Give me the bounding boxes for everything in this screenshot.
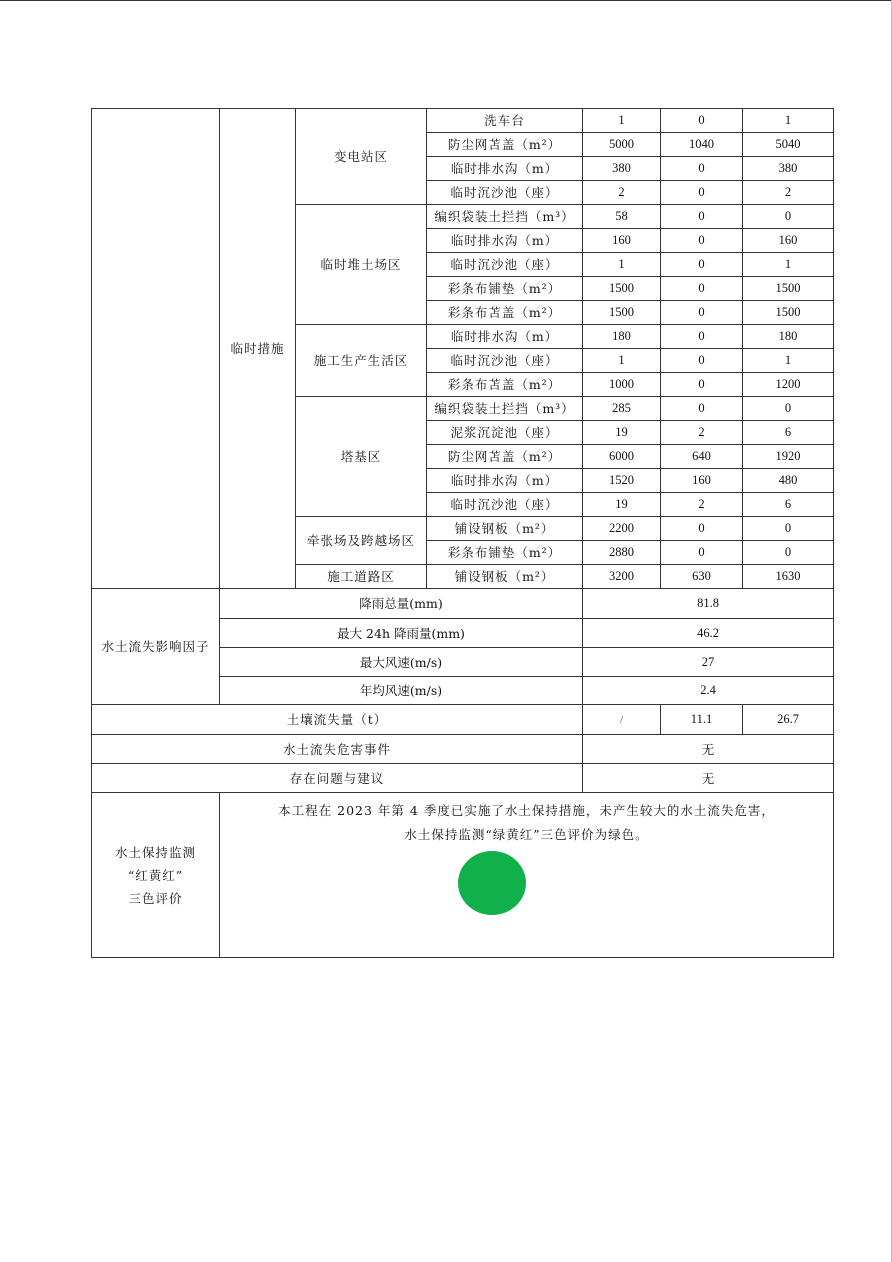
measure-value-v3: 480 (743, 469, 834, 493)
measure-value-v1: 6000 (583, 445, 661, 469)
measure-item: 临时排水沟（m） (427, 469, 583, 493)
measure-value-v1: 285 (583, 397, 661, 421)
measure-value-v2: 0 (661, 541, 743, 565)
measure-item: 彩条布苫盖（m²） (427, 373, 583, 397)
measure-item: 防尘网苫盖（m²） (427, 445, 583, 469)
factor-name: 降雨总量(mm) (220, 589, 583, 619)
measure-item: 泥浆沉淀池（座） (427, 421, 583, 445)
evaluation-content (220, 793, 834, 958)
measure-value-v2: 630 (661, 565, 743, 589)
factor-value: 27 (583, 648, 834, 677)
measure-value-v2: 1040 (661, 133, 743, 157)
factor-value: 81.8 (583, 589, 834, 619)
measure-value-v3: 0 (743, 541, 834, 565)
measure-value-v3: 1 (743, 109, 834, 133)
factors-section (92, 589, 834, 958)
soil-loss-label: 土壤流失量（t） (92, 705, 583, 735)
measure-value-v1: 19 (583, 493, 661, 517)
evaluation-text-line1: 本工程在 2023 年第 4 季度已实施了水土保持措施，未产生较大的水土流失危害， (278, 803, 775, 818)
measure-item: 临时排水沟（m） (427, 325, 583, 349)
measure-item: 洗车台 (427, 109, 583, 133)
measure-value-v3: 0 (743, 397, 834, 421)
section-label: 临时措施 (220, 109, 296, 589)
hazard-label: 水土流失危害事件 (92, 735, 583, 764)
measure-item: 编织袋装土拦挡（m³） (427, 205, 583, 229)
measure-item: 临时沉沙池（座） (427, 493, 583, 517)
measure-value-v2: 0 (661, 397, 743, 421)
factor-name: 最大 24h 降雨量(mm) (220, 619, 583, 648)
measure-value-v2: 0 (661, 277, 743, 301)
measure-item: 临时沉沙池（座） (427, 253, 583, 277)
measure-value-v2: 0 (661, 253, 743, 277)
measure-value-v3: 1920 (743, 445, 834, 469)
measure-item: 防尘网苫盖（m²） (427, 133, 583, 157)
measure-value-v1: 5000 (583, 133, 661, 157)
measure-value-v2: 0 (661, 349, 743, 373)
measure-item: 临时沉沙池（座） (427, 349, 583, 373)
measure-value-v3: 1 (743, 253, 834, 277)
evaluation-text-line2: 水土保持监测“绿黄红”三色评价为绿色。 (404, 827, 649, 842)
measure-value-v3: 6 (743, 421, 834, 445)
measure-value-v3: 0 (743, 205, 834, 229)
monitoring-table (91, 108, 834, 958)
measure-item: 临时沉沙池（座） (427, 181, 583, 205)
measure-value-v3: 2 (743, 181, 834, 205)
measure-value-v2: 2 (661, 421, 743, 445)
measure-value-v1: 19 (583, 421, 661, 445)
measure-value-v1: 1000 (583, 373, 661, 397)
factor-name: 最大风速(m/s) (220, 648, 583, 677)
measure-item: 编织袋装土拦挡（m³） (427, 397, 583, 421)
measure-value-v2: 0 (661, 181, 743, 205)
measure-value-v2: 0 (661, 157, 743, 181)
measure-value-v3: 180 (743, 325, 834, 349)
measure-value-v1: 2880 (583, 541, 661, 565)
measure-value-v3: 380 (743, 157, 834, 181)
evaluation-label-line1: 水土保持监测 (114, 844, 196, 860)
measure-value-v2: 0 (661, 325, 743, 349)
measure-value-v1: 160 (583, 229, 661, 253)
measures-section (92, 109, 834, 589)
measure-value-v2: 0 (661, 301, 743, 325)
measure-item: 临时排水沟（m） (427, 157, 583, 181)
measure-value-v2: 0 (661, 205, 743, 229)
measure-value-v3: 1 (743, 349, 834, 373)
measure-value-v1: 1 (583, 253, 661, 277)
measure-value-v1: 3200 (583, 565, 661, 589)
measure-value-v1: 1500 (583, 277, 661, 301)
measure-value-v3: 0 (743, 517, 834, 541)
page-top-border (0, 0, 892, 1)
soil-loss-v1: / (583, 705, 661, 735)
blank-category-cell (92, 109, 220, 589)
factor-name: 年均风速(m/s) (220, 677, 583, 705)
measure-value-v3: 1630 (743, 565, 834, 589)
soil-loss-v2: 11.1 (661, 705, 743, 735)
hazard-value: 无 (583, 735, 834, 764)
issues-value: 无 (583, 764, 834, 793)
measure-value-v1: 1 (583, 349, 661, 373)
area-label: 临时堆土场区 (296, 205, 427, 325)
green-rating-indicator (458, 851, 526, 915)
factor-value: 2.4 (583, 677, 834, 705)
measure-value-v1: 1520 (583, 469, 661, 493)
measure-value-v3: 1200 (743, 373, 834, 397)
measure-value-v2: 0 (661, 109, 743, 133)
evaluation-text (220, 799, 833, 847)
measure-value-v3: 6 (743, 493, 834, 517)
measure-value-v1: 1 (583, 109, 661, 133)
factors-label: 水土流失影响因子 (92, 589, 220, 705)
measure-value-v3: 160 (743, 229, 834, 253)
measure-value-v2: 160 (661, 469, 743, 493)
measure-value-v1: 380 (583, 157, 661, 181)
measure-item: 彩条布铺垫（m²） (427, 277, 583, 301)
measure-value-v1: 58 (583, 205, 661, 229)
measure-value-v1: 2 (583, 181, 661, 205)
measure-item: 铺设钢板（m²） (427, 517, 583, 541)
evaluation-label (92, 793, 220, 958)
measure-item: 铺设钢板（m²） (427, 565, 583, 589)
area-label: 变电站区 (296, 109, 427, 205)
area-label: 施工生产生活区 (296, 325, 427, 397)
measure-row (92, 109, 834, 133)
factor-value: 46.2 (583, 619, 834, 648)
measure-value-v1: 180 (583, 325, 661, 349)
measure-value-v3: 1500 (743, 277, 834, 301)
measure-value-v1: 2200 (583, 517, 661, 541)
measure-value-v2: 0 (661, 229, 743, 253)
measure-value-v2: 0 (661, 373, 743, 397)
evaluation-label-line2: “红黄红” (127, 867, 184, 883)
area-label: 牵张场及跨越场区 (296, 517, 427, 565)
area-label: 塔基区 (296, 397, 427, 517)
measure-item: 彩条布苫盖（m²） (427, 301, 583, 325)
evaluation-label-line3: 三色评价 (128, 890, 183, 906)
issues-label: 存在问题与建议 (92, 764, 583, 793)
measure-value-v2: 2 (661, 493, 743, 517)
measure-value-v3: 1500 (743, 301, 834, 325)
measure-value-v1: 1500 (583, 301, 661, 325)
measure-item: 彩条布铺垫（m²） (427, 541, 583, 565)
measure-value-v2: 0 (661, 517, 743, 541)
measure-value-v3: 5040 (743, 133, 834, 157)
soil-loss-v3: 26.7 (743, 705, 834, 735)
area-label: 施工道路区 (296, 565, 427, 589)
measure-value-v2: 640 (661, 445, 743, 469)
measure-item: 临时排水沟（m） (427, 229, 583, 253)
